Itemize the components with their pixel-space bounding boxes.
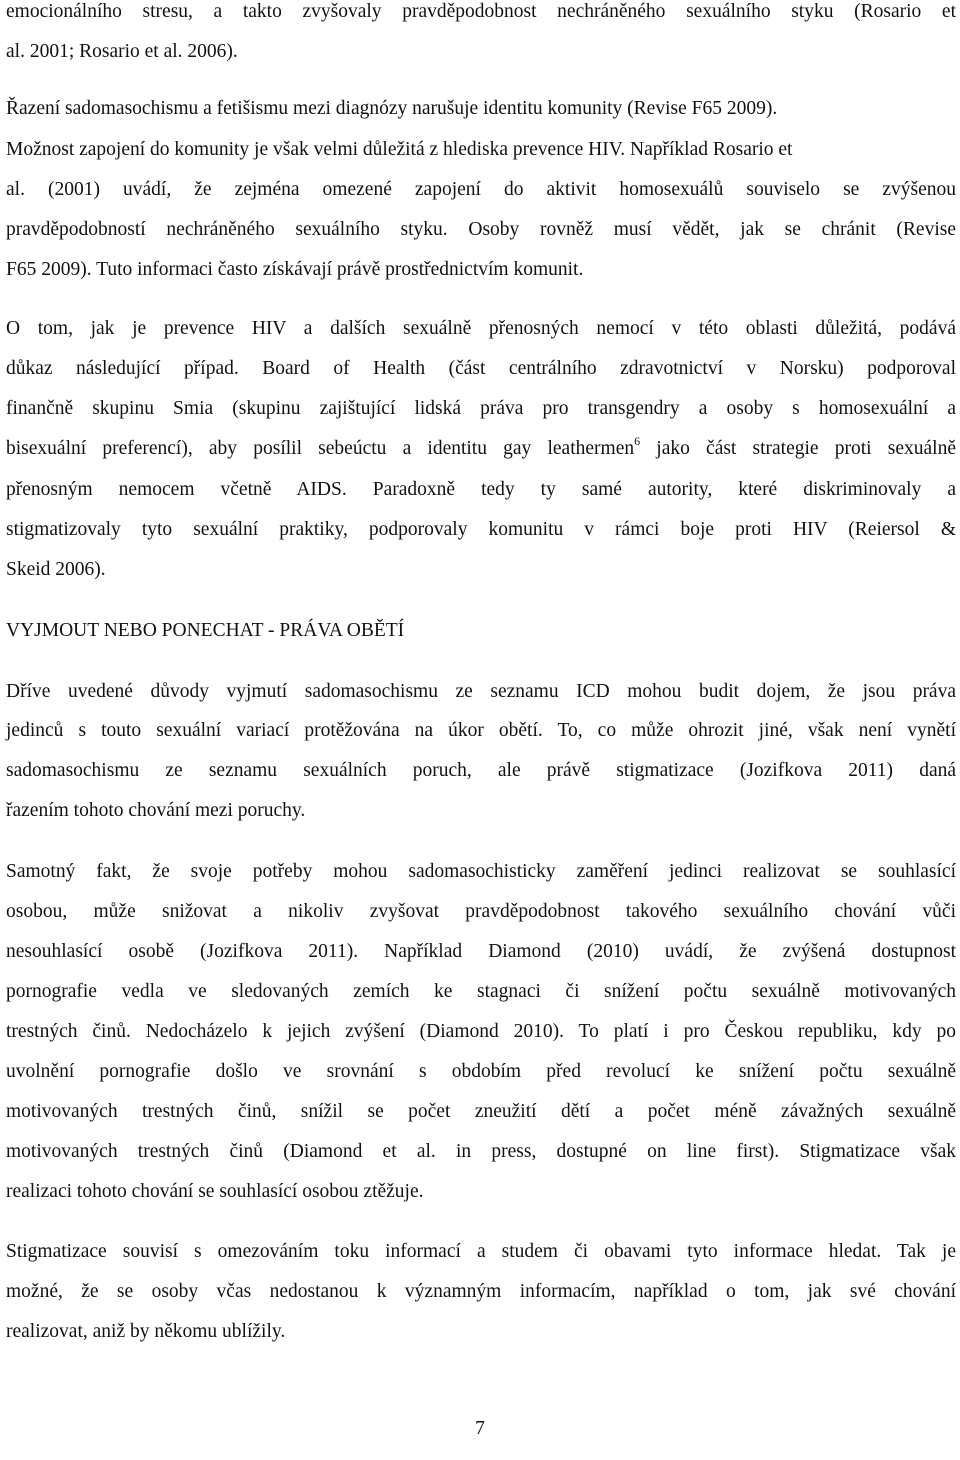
footnote-marker: 6 <box>634 434 641 448</box>
page-number: 7 <box>475 1418 485 1439</box>
text-line: pravděpodobností nechráněného sexuálního styku. Osoby rovněž musí vědět, jak se chránit (Revise <box>6 219 956 240</box>
text-line: nesouhlasící osobě (Jozifkova 2011). Například Diamond (2010) uvádí, že zvýšená dostupnost <box>6 941 956 962</box>
text-line: Možnost zapojení do komunity je však velmi důležitá z hlediska prevence HIV. Například Rosario et <box>6 139 793 160</box>
text-line: přenosným nemocem včetně AIDS. Paradoxně tedy ty samé autority, které diskriminovaly a <box>6 479 956 500</box>
text-line: Skeid 2006). <box>6 559 106 580</box>
text-line: sadomasochismu ze seznamu sexuálních poruch, ale právě stigmatizace (Jozifkova 2011) daná <box>6 760 956 781</box>
text-line: finančně skupinu Smia (skupinu zajištující lidská práva pro transgendry a osoby s homosexuální a <box>6 398 956 419</box>
text-segment: jako část strategie proti sexuálně <box>640 438 956 459</box>
text-line: řazením tohoto chování mezi poruchy. <box>6 800 306 821</box>
text-line: jedinců s touto sexuální variací protěžována na úkor obětí. To, co může ohrozit jiné, však není vynětí <box>6 720 956 741</box>
text-line: motivovaných trestných činů, snížil se počet zneužití dětí a počet méně závažných sexuálně <box>6 1101 956 1122</box>
text-line: emocionálního stresu, a takto zvyšovaly pravděpodobnost nechráněného sexuálního styku (Rosario et <box>6 1 956 22</box>
text-line: pornografie vedla ve sledovaných zemích ke stagnaci či snížení počtu sexuálně motivovaných <box>6 981 956 1002</box>
text-line: možné, že se osoby včas nedostanou k významným informacím, například o tom, jak své chování <box>6 1281 956 1302</box>
text-segment: bisexuální preferencí), aby posílil sebeúctu a identitu gay leathermen <box>6 438 635 459</box>
text-line: Stigmatizace souvisí s omezováním toku informací a studem či obavami tyto informace hledat. Tak je <box>6 1241 956 1262</box>
text-line: trestných činů. Nedocházelo k jejich zvýšení (Diamond 2010). To platí i pro Českou republiku, kdy po <box>6 1021 956 1042</box>
text-line: O tom, jak je prevence HIV a dalších sexuálně přenosných nemocí v této oblasti důležitá, podává <box>6 318 956 339</box>
text-line: F65 2009). Tuto informaci často získávají právě prostřednictvím komunit. <box>6 259 584 280</box>
text-line: uvolnění pornografie došlo ve srovnání s obdobím před revolucí ke snížení počtu sexuálně <box>6 1061 956 1082</box>
text-line: realizaci tohoto chování se souhlasící osobou ztěžuje. <box>6 1181 424 1202</box>
text-line: motivovaných trestných činů (Diamond et al. in press, dostupné on line first). Stigmatizace však <box>6 1141 956 1162</box>
text-line: al. 2001; Rosario et al. 2006). <box>6 41 238 62</box>
text-line-with-footnote <box>6 434 956 462</box>
text-line: osobou, může snižovat a nikoliv zvyšovat pravděpodobnost takového sexuálního chování vůči <box>6 901 956 922</box>
text-line: Samotný fakt, že svoje potřeby mohou sadomasochisticky zaměření jedinci realizovat se souhlasící <box>6 861 956 882</box>
section-heading: VYJMOUT NEBO PONECHAT - PRÁVA OBĚTÍ <box>6 620 405 641</box>
text-line: stigmatizovaly tyto sexuální praktiky, podporovaly komunitu v rámci boje proti HIV (Reiersol & <box>6 519 956 540</box>
text-line: důkaz následující případ. Board of Health (část centrálního zdravotnictví v Norsku) podporoval <box>6 358 956 379</box>
text-line: Dříve uvedené důvody vyjmutí sadomasochismu ze seznamu ICD mohou budit dojem, že jsou práva <box>6 681 956 702</box>
text-line: al. (2001) uvádí, že zejména omezené zapojení do aktivit homosexuálů souviselo se zvýšenou <box>6 179 956 200</box>
text-line: realizovat, aniž by někomu ublížily. <box>6 1321 286 1342</box>
text-line: Řazení sadomasochismu a fetišismu mezi diagnózy narušuje identitu komunity (Revise F65 2009). <box>6 98 778 119</box>
